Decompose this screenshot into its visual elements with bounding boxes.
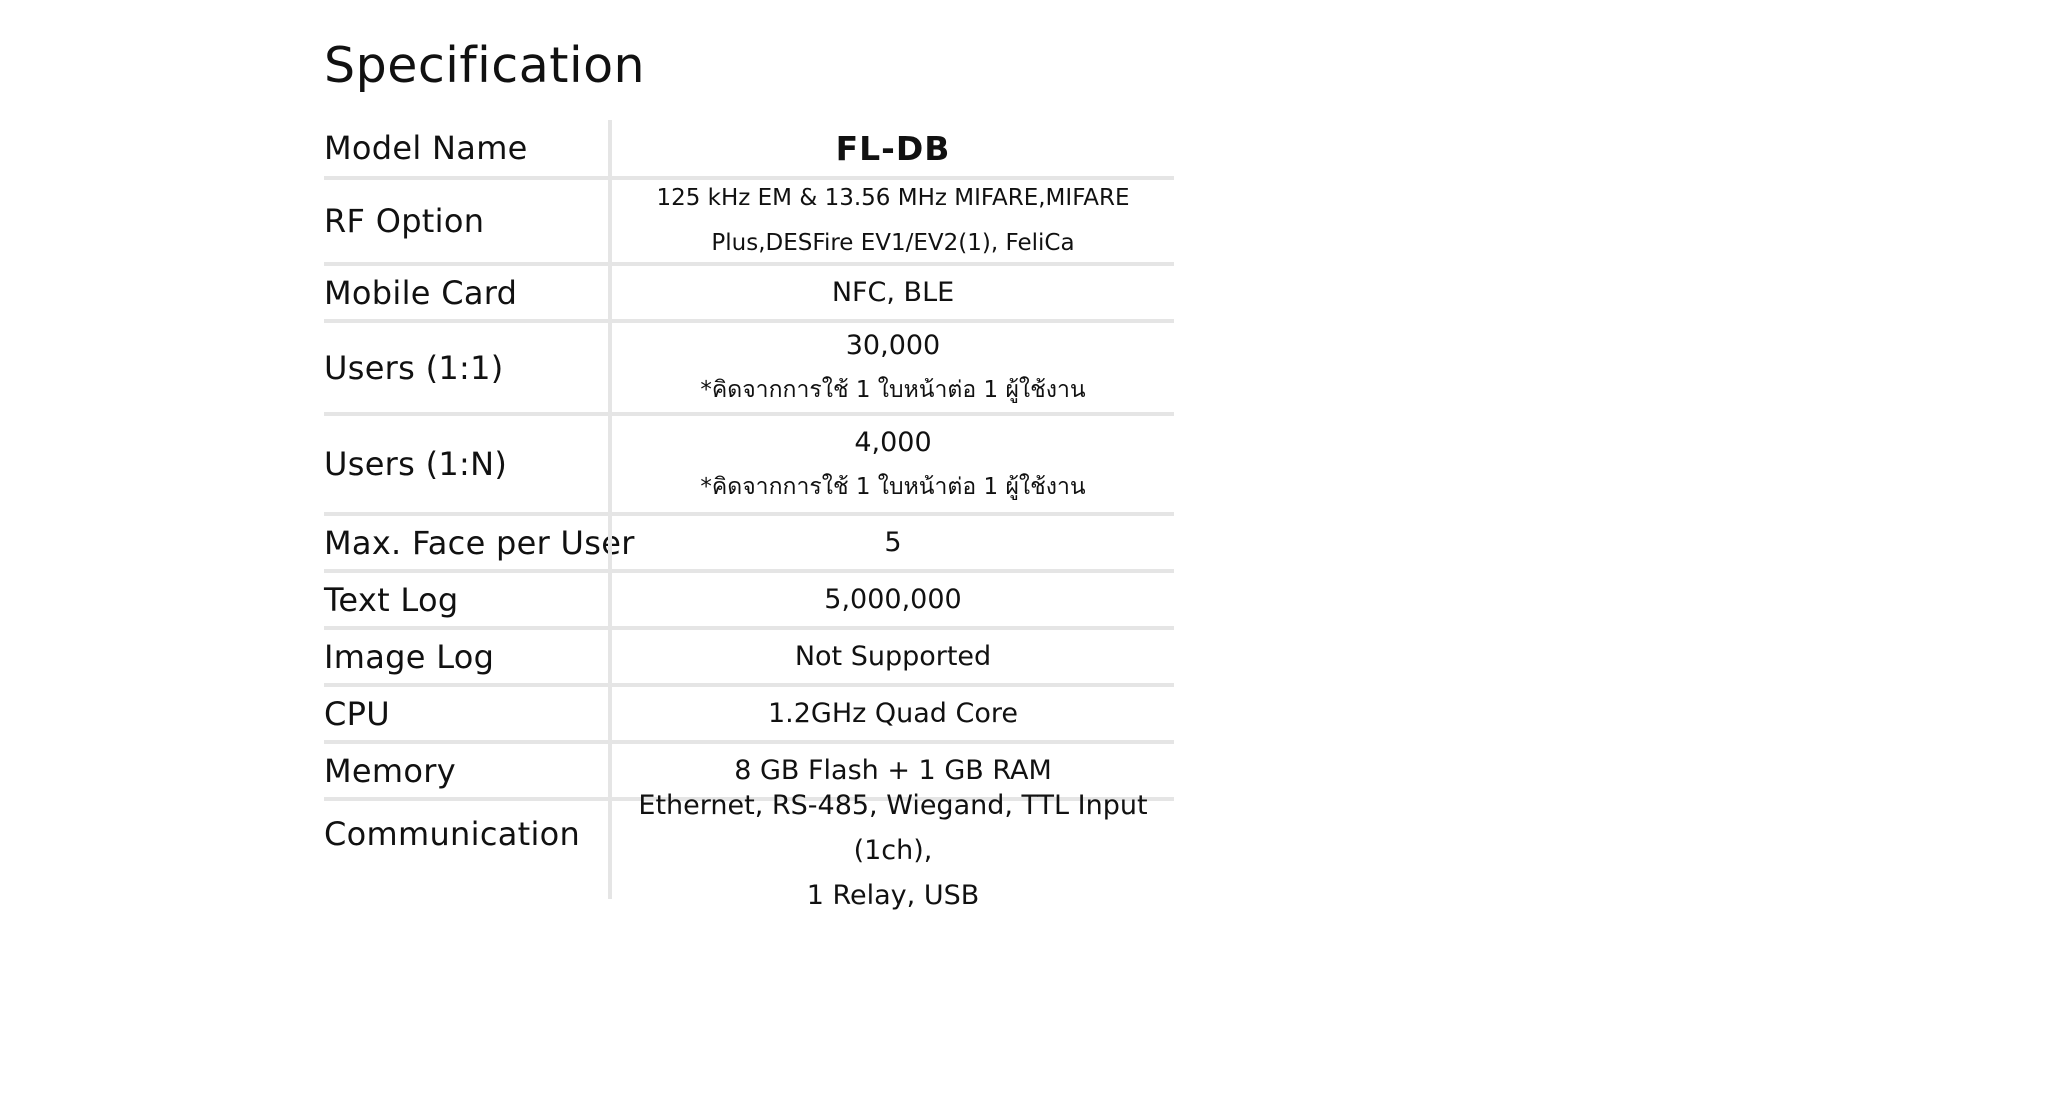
value-note: *คิดจากการใช้ 1 ใบหน้าต่อ 1 ผู้ใช้งาน xyxy=(700,377,1086,403)
value-text: 4,000 xyxy=(854,426,932,458)
row-label: Communication xyxy=(324,815,581,853)
row-label: Users (1:1) xyxy=(324,348,504,387)
table-row-text-log xyxy=(324,573,1174,630)
value-text: 5 xyxy=(884,527,902,558)
table-row-model-name xyxy=(324,120,1174,180)
table-row-users-1-1 xyxy=(324,323,1174,416)
value-text: Not Supported xyxy=(794,641,992,672)
row-value xyxy=(608,323,1174,412)
spec-table xyxy=(324,120,1174,911)
table-row-max-face xyxy=(324,516,1174,573)
value-line: 1 Relay, USB xyxy=(806,879,980,911)
value-text: 1.2GHz Quad Core xyxy=(767,698,1019,729)
row-label: Users (1:N) xyxy=(324,445,508,483)
row-label: Mobile Card xyxy=(324,273,518,312)
row-value xyxy=(608,266,1174,319)
row-value xyxy=(608,180,1174,262)
row-label: RF Option xyxy=(324,202,485,240)
table-row-image-log xyxy=(324,630,1174,687)
table-row-cpu xyxy=(324,687,1174,744)
row-label: Model Name xyxy=(324,129,528,167)
spec-section xyxy=(324,34,1174,911)
row-value xyxy=(608,789,1174,911)
row-value xyxy=(608,516,1174,569)
row-value xyxy=(608,630,1174,683)
table-row-mobile-card xyxy=(324,266,1174,323)
value-note: *คิดจากการใช้ 1 ใบหน้าต่อ 1 ผู้ใช้งาน xyxy=(700,473,1086,500)
row-value xyxy=(608,573,1174,626)
value-text: 5,000,000 xyxy=(824,584,962,615)
row-label: Memory xyxy=(324,751,456,790)
value-line: Ethernet, RS-485, Wiegand, TTL Input (1ch), xyxy=(638,789,1148,866)
table-row-rf-option xyxy=(324,180,1174,266)
row-label: CPU xyxy=(324,694,390,733)
value-text: NFC, BLE xyxy=(831,277,955,308)
model-name-value: FL-DB xyxy=(835,128,951,168)
row-value xyxy=(608,416,1174,512)
row-label: Max. Face per User xyxy=(324,523,635,562)
row-label: Image Log xyxy=(324,637,495,676)
value-line: Plus,DESFire EV1/EV2(1), FeliCa xyxy=(711,230,1075,256)
value-text: 8 GB Flash + 1 GB RAM xyxy=(734,755,1052,786)
table-row-users-1-n xyxy=(324,416,1174,516)
row-value xyxy=(608,120,1174,176)
value-line: 125 kHz EM & 13.56 MHz MIFARE,MIFARE xyxy=(656,185,1130,211)
value-text: 30,000 xyxy=(845,330,941,361)
page-title: Specification xyxy=(324,37,646,94)
row-value xyxy=(608,687,1174,740)
row-label: Text Log xyxy=(324,580,459,619)
table-row-communication xyxy=(324,789,1174,911)
